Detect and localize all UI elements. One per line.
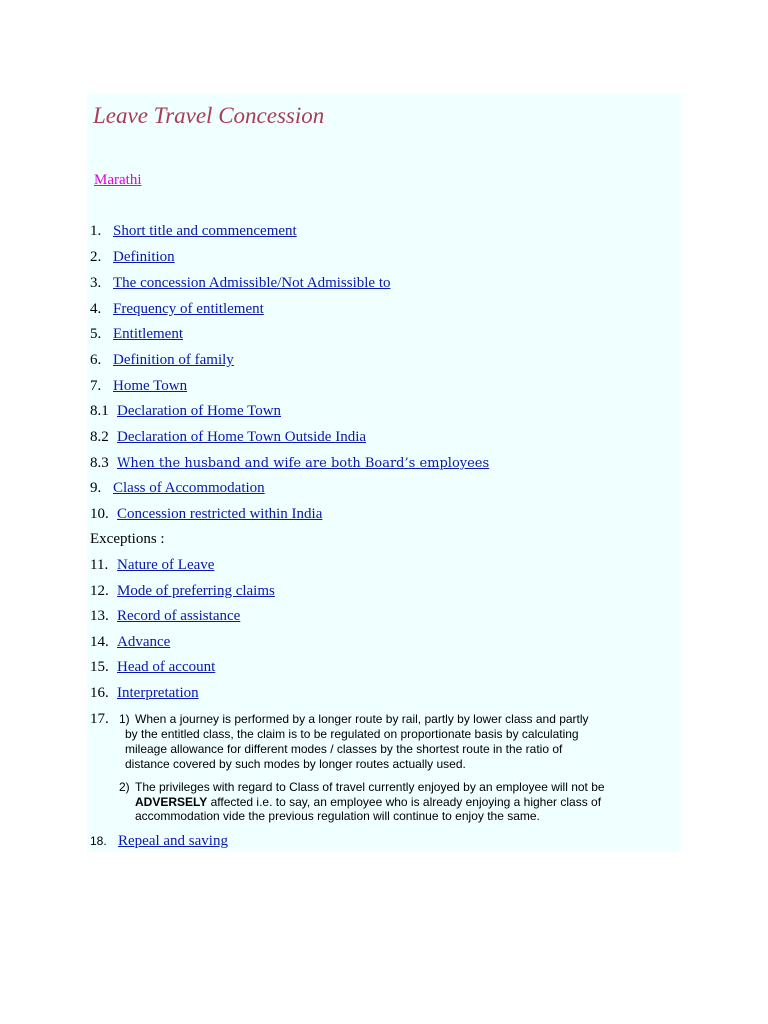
adversely-bold: ADVERSELY: [135, 795, 208, 809]
item-17-point-1-line: When a journey is performed by a longer route by rail, partly by lower class and partly: [135, 712, 589, 726]
exceptions-label: Exceptions :: [90, 531, 165, 547]
list-item: 3. The concession Admissible/Not Admissible to: [90, 275, 391, 291]
list-item: 13. Record of assistance: [90, 608, 241, 624]
link-entitlement[interactable]: Entitlement: [113, 326, 183, 342]
link-definition[interactable]: Definition: [113, 249, 175, 265]
list-item: 4. Frequency of entitlement: [90, 301, 264, 317]
list-item: 10. Concession restricted within India: [90, 506, 323, 522]
link-repeal-saving[interactable]: Repeal and saving: [118, 833, 228, 849]
link-short-title[interactable]: Short title and commencement: [113, 223, 297, 239]
link-concession-admissible[interactable]: The concession Admissible/Not Admissible to: [113, 275, 391, 291]
link-home-town[interactable]: Home Town: [113, 378, 188, 394]
link-concession-india[interactable]: Concession restricted within India: [117, 506, 323, 522]
item-17-point-2-number: 2): [119, 780, 130, 794]
item-17-point-2-line: ADVERSELY affected i.e. to say, an employee who is already enjoying a higher class of: [135, 795, 602, 809]
item-17-number: 17.: [90, 711, 109, 727]
list-item: 16. Interpretation: [90, 685, 199, 701]
list-item: 7. Home Town: [90, 378, 188, 394]
link-declaration-outside-india[interactable]: Declaration of Home Town Outside India: [117, 429, 367, 445]
list-item: 8.1 Declaration of Home Town: [90, 403, 282, 419]
item-17-point-1-line: distance covered by such modes by longer routes actually used.: [125, 757, 466, 771]
marathi-link[interactable]: Marathi: [94, 172, 142, 188]
list-item: 8.3 When the husband and wife are both Board’s employees: [90, 455, 490, 471]
link-mode-claims[interactable]: Mode of preferring claims: [117, 583, 275, 599]
item-17-point-1-line: mileage allowance for different modes / classes by the shortest route in the ratio of: [125, 742, 563, 756]
item-17-point-2-line: The privileges with regard to Class of travel currently enjoyed by an employee will not be: [135, 780, 605, 794]
link-frequency[interactable]: Frequency of entitlement: [113, 301, 264, 317]
link-class-accommodation[interactable]: Class of Accommodation: [113, 480, 265, 496]
list-item: 12. Mode of preferring claims: [90, 583, 275, 599]
list-item: 14. Advance: [90, 634, 171, 650]
link-definition-family[interactable]: Definition of family: [113, 352, 234, 368]
link-husband-wife[interactable]: When the husband and wife are both Board’s employees: [117, 456, 490, 471]
item-17-point-1-number: 1): [119, 712, 130, 726]
list-item: 15. Head of account: [90, 659, 216, 675]
list-item: 11. Nature of Leave: [90, 557, 215, 573]
page-title: Leave Travel Concession: [93, 103, 325, 128]
list-item: 9. Class of Accommodation: [90, 480, 265, 496]
item-17-point-1-line: by the entitled class, the claim is to be regulated on proportionate basis by calculating: [125, 727, 579, 741]
link-nature-leave[interactable]: Nature of Leave: [117, 557, 215, 573]
item-17-point-2-line: accommodation vide the previous regulation will continue to enjoy the same.: [135, 809, 540, 823]
link-declaration-home-town[interactable]: Declaration of Home Town: [117, 403, 282, 419]
list-item: 18. Repeal and saving: [90, 833, 228, 849]
link-head-account[interactable]: Head of account: [117, 659, 216, 675]
list-item: 6. Definition of family: [90, 352, 234, 368]
link-interpretation[interactable]: Interpretation: [117, 685, 199, 701]
list-item: 5. Entitlement: [90, 326, 183, 342]
list-item: 1. Short title and commencement: [90, 223, 297, 239]
link-advance[interactable]: Advance: [117, 634, 171, 650]
list-item: 2. Definition: [90, 249, 175, 265]
list-item: 8.2 Declaration of Home Town Outside India: [90, 429, 367, 445]
link-record-assistance[interactable]: Record of assistance: [117, 608, 241, 624]
